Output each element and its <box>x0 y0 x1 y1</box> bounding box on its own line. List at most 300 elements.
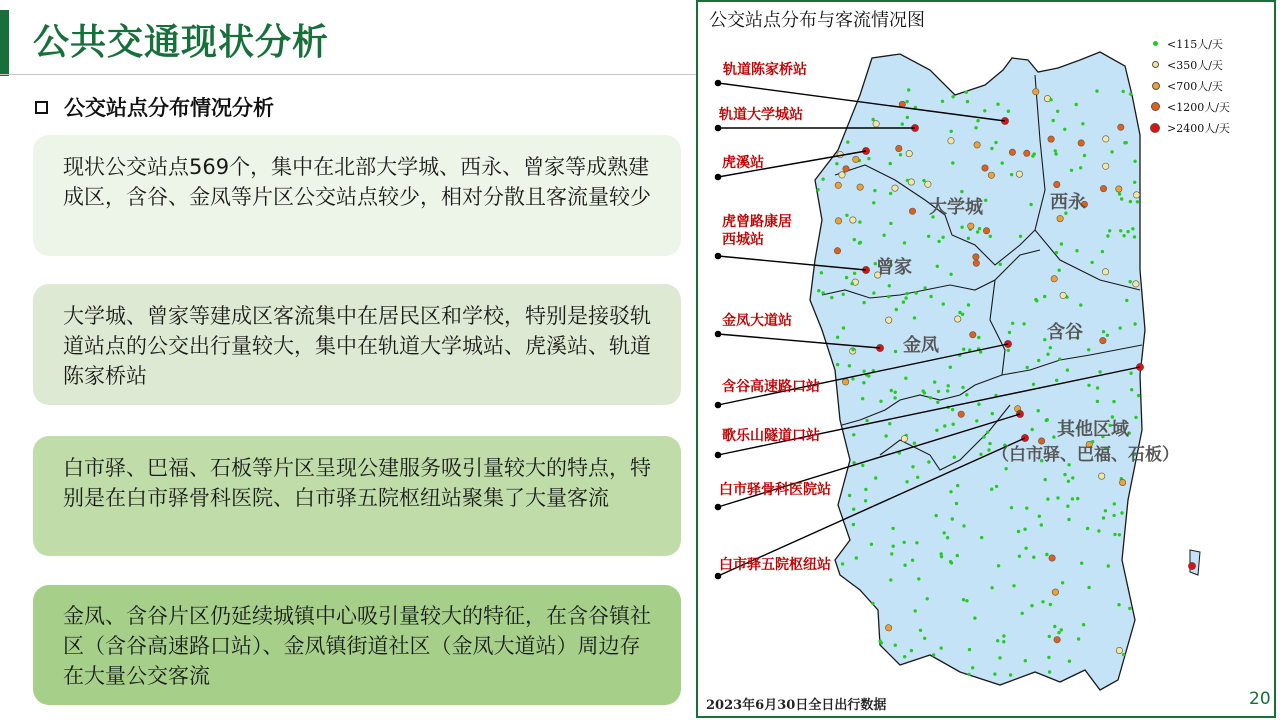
station-label-wuyuan-shuniu: 白市驿五院枢纽站 <box>719 557 831 573</box>
bus-stop-dot <box>936 265 939 268</box>
bus-stop-dot <box>862 381 865 384</box>
bus-stop-dot <box>1122 234 1125 237</box>
bus-stop-dot <box>1133 192 1139 198</box>
bus-stop-dot <box>1058 269 1061 272</box>
bus-stop-dot <box>1007 349 1010 352</box>
bus-stop-dot <box>994 141 997 144</box>
bus-stop-dot <box>1046 497 1049 500</box>
bus-stop-dot <box>949 490 952 493</box>
bus-stop-dot <box>1030 604 1033 607</box>
bus-stop-dot <box>1032 556 1035 559</box>
bus-stop-dot <box>1120 197 1123 200</box>
bus-stop-dot <box>835 218 841 224</box>
bus-stop-dot <box>1052 119 1055 122</box>
bus-stop-dot <box>845 214 848 217</box>
bus-stop-dot <box>1016 171 1022 177</box>
bus-stop-dot <box>917 577 920 580</box>
bus-stop-dot <box>929 295 932 298</box>
bus-stop-dot <box>989 235 992 238</box>
bus-stop-dot <box>1043 295 1046 298</box>
bus-stop-dot <box>1010 173 1013 176</box>
bus-stop-dot <box>1106 234 1109 237</box>
bus-stop-dot <box>1019 235 1022 238</box>
bus-stop-dot <box>955 502 958 505</box>
bus-stop-dot <box>901 122 904 125</box>
bus-stop-dot <box>951 161 954 164</box>
bus-stop-dot <box>1120 511 1123 514</box>
bus-stop-dot <box>982 165 988 171</box>
bus-stop-dot <box>1057 631 1060 634</box>
legend-dot-icon <box>1152 82 1160 90</box>
bus-stop-dot <box>882 234 885 237</box>
bus-stop-dot <box>848 364 851 367</box>
bus-stop-dot <box>947 384 950 387</box>
bus-stop-dot <box>843 166 849 172</box>
bus-stop-dot <box>990 488 993 491</box>
legend-label: <700人/天 <box>1167 79 1223 93</box>
bus-stop-dot <box>1102 330 1105 333</box>
bus-stop-dot <box>890 389 893 392</box>
station-label-daxuecheng: 轨道大学城站 <box>719 107 803 123</box>
bus-stop-dot <box>1078 140 1084 146</box>
bus-stop-dot <box>1009 673 1012 676</box>
bus-stop-dot <box>1110 150 1113 153</box>
bus-stop-dot <box>1048 670 1051 673</box>
bus-stop-dot <box>935 514 938 517</box>
bus-stop-dot <box>1025 506 1028 509</box>
bus-stop-dot <box>949 366 952 369</box>
bus-stop-dot <box>927 235 930 238</box>
bus-stop-dot <box>1113 533 1116 536</box>
bus-stop-dot <box>1033 152 1036 155</box>
bus-stop-dot <box>1133 181 1136 184</box>
bus-stop-dot <box>941 100 944 103</box>
section-heading-text: 公交站点分布情况分析 <box>64 96 274 120</box>
bus-stop-dot <box>902 300 905 303</box>
bus-stop-dot <box>962 348 965 351</box>
bus-stop-dot <box>858 241 861 244</box>
info-card-1: 现状公交站点569个，集中在北部大学城、西永、曾家等成熟建成区，含谷、金凤等片区公交站点较少，相对分散且客流量较少 <box>33 135 681 256</box>
bus-stop-dot <box>1048 635 1051 638</box>
bus-stop-dot <box>830 296 833 299</box>
bus-stop-dot <box>979 350 982 353</box>
bus-stop-dot <box>949 273 952 276</box>
bus-stop-dot <box>990 147 993 150</box>
bus-stop-dot <box>1100 337 1106 343</box>
bus-stop-dot <box>1106 334 1109 337</box>
bus-stop-dot <box>871 118 874 121</box>
bus-stop-dot <box>946 389 949 392</box>
bus-stop-dot <box>1045 419 1048 422</box>
bus-stop-dot <box>967 303 970 306</box>
bus-stop-dot <box>1096 386 1099 389</box>
bus-stop-dot <box>1002 640 1005 643</box>
bus-stop-dot <box>1099 473 1105 479</box>
bus-stop-dot <box>851 348 854 351</box>
info-card-2: 大学城、曾家等建成区客流集中在居民区和学校，特别是接驳轨道站点的公交出行量较大，集中在轨道大学城站、虎溪站、轨道陈家桥站 <box>33 284 681 405</box>
bus-stop-dot <box>990 586 993 589</box>
bus-stop-dot <box>1119 229 1122 232</box>
bus-stop-dot <box>991 412 994 415</box>
bus-stop-dot <box>1079 166 1082 169</box>
bus-stop-dot <box>894 350 897 353</box>
bus-stop-dot <box>879 400 882 403</box>
bus-stop-dot <box>853 272 856 275</box>
bus-stop-dot <box>899 153 902 156</box>
bus-stop-dot <box>842 293 845 296</box>
bus-stop-dot <box>1054 149 1057 152</box>
bus-stop-dot <box>889 162 892 165</box>
bus-stop-dot <box>861 464 864 467</box>
bus-stop-dot <box>858 220 861 223</box>
bus-stop-dot <box>1133 322 1136 325</box>
bus-stop-dot <box>1038 515 1041 518</box>
bus-stop-dot <box>1077 637 1080 640</box>
bus-stop-dot <box>1076 497 1079 500</box>
bus-stop-dot <box>951 517 954 520</box>
bus-stop-dot <box>1017 530 1020 533</box>
bus-stop-dot <box>1129 92 1132 95</box>
bus-stop-dot <box>961 386 964 389</box>
bus-stop-dot <box>975 419 978 422</box>
bus-stop-dot <box>955 316 961 322</box>
station-label-geleshan: 歌乐山隧道口站 <box>722 428 820 444</box>
bus-stop-dot <box>998 656 1001 659</box>
bus-stop-dot <box>936 401 939 404</box>
bus-stop-dot <box>1103 163 1109 169</box>
bus-stop-dot <box>851 377 854 380</box>
bus-stop-dot <box>1112 514 1115 517</box>
bus-stop-dot <box>1055 251 1058 254</box>
legend-dot-icon <box>1153 41 1158 46</box>
legend-dot-icon <box>1150 123 1160 133</box>
bus-stop-dot <box>1055 379 1058 382</box>
legend-item-lt350 <box>1150 54 1230 75</box>
bus-stop-dot <box>967 237 970 240</box>
bus-stop-dot <box>857 184 863 190</box>
bus-stop-dot <box>982 435 985 438</box>
bus-stop-dot <box>1087 348 1090 351</box>
bus-stop-dot <box>967 673 970 676</box>
bus-stop-dot <box>1021 612 1024 615</box>
bus-stop-dot <box>1041 600 1044 603</box>
bus-stop-dot <box>1053 625 1056 628</box>
bus-stop-dot <box>1067 518 1070 521</box>
bus-stop-dot <box>1104 509 1107 512</box>
bus-stop-dot <box>937 240 940 243</box>
bus-stop-dot <box>951 95 954 98</box>
bus-stop-dot <box>1102 516 1105 519</box>
data-date-note: 2023年6月30日全日出行数据 <box>706 698 887 713</box>
bus-stop-dot <box>1129 280 1132 283</box>
bus-stop-dot <box>979 453 982 456</box>
bus-stop-dot <box>1119 326 1122 329</box>
bus-stop-dot <box>888 422 891 425</box>
bus-stop-dot <box>971 666 974 669</box>
bus-stop-dot <box>974 126 977 129</box>
bus-stop-dot <box>873 121 879 127</box>
bus-stop-dot <box>993 672 996 675</box>
bus-stop-dot <box>973 254 979 260</box>
bus-stop-dot <box>995 485 998 488</box>
bus-stop-dot <box>1066 368 1069 371</box>
legend-item-lt1200 <box>1150 96 1230 117</box>
bus-stop-dot <box>986 431 989 434</box>
bus-stop-dot <box>1044 478 1047 481</box>
bus-stop-dot <box>1023 528 1026 531</box>
bus-stop-dot <box>861 397 864 400</box>
bus-stop-dot <box>1047 656 1050 659</box>
bus-stop-dot <box>852 523 855 526</box>
bus-stop-dot <box>1026 366 1029 369</box>
bus-stop-dot <box>1049 346 1052 349</box>
bus-stop-dot <box>965 599 968 602</box>
bus-stop-dot <box>997 564 1000 567</box>
bus-stop-dot <box>1063 128 1066 131</box>
bus-stop-dot <box>1045 553 1048 556</box>
bus-stop-dot <box>1012 584 1015 587</box>
bus-stop-dot <box>943 531 946 534</box>
bus-stop-dot <box>862 370 865 373</box>
bus-stop-dot <box>965 91 968 94</box>
bus-stop-dot <box>1051 276 1057 282</box>
bus-stop-dot <box>983 228 989 234</box>
bus-stop-dot <box>1068 660 1071 663</box>
bus-stop-dot <box>1011 322 1014 325</box>
bus-stop-dot <box>1029 203 1032 206</box>
bus-stop-dot <box>1075 103 1078 106</box>
bus-stop-dot <box>978 227 981 230</box>
bus-stop-dot <box>870 543 873 546</box>
legend-label: <350人/天 <box>1167 58 1223 72</box>
bus-stop-dot <box>884 434 887 437</box>
bus-stop-dot <box>1117 603 1120 606</box>
bus-stop-dot <box>973 260 979 266</box>
bus-stop-dot <box>852 508 855 511</box>
bus-stop-dot <box>892 185 898 191</box>
bus-stop-dot <box>941 236 944 239</box>
bus-stop-dot <box>1129 200 1132 203</box>
page-number: 20 <box>1249 689 1271 709</box>
legend-item-gt2400 <box>1150 117 1230 138</box>
bus-stop-dot <box>1133 281 1139 287</box>
bus-stop-dot <box>1060 292 1066 298</box>
bus-stop-dot <box>1048 136 1054 142</box>
bus-stop-dot <box>894 644 897 647</box>
bus-stop-dot <box>1098 370 1101 373</box>
bus-stop-dot <box>1046 353 1049 356</box>
legend-dot-icon <box>1152 61 1159 68</box>
bus-stop-dot <box>1031 428 1034 431</box>
bus-stop-dot <box>904 377 907 380</box>
bus-stop-dot <box>915 291 918 294</box>
bus-stop-dot <box>1032 383 1035 386</box>
bus-stop-dot <box>1087 586 1090 589</box>
bus-stop-dot <box>1034 298 1037 301</box>
bus-stop-dot <box>1049 98 1052 101</box>
bus-stop-dot <box>1049 555 1055 561</box>
bus-stop-dot <box>873 189 876 192</box>
bus-stop-dot <box>909 208 915 214</box>
bus-stop-dot <box>1071 497 1074 500</box>
bus-stop-dot <box>850 217 856 223</box>
bus-stop-dot <box>948 138 954 144</box>
bus-stop-dot <box>1022 322 1025 325</box>
bus-stop-dot <box>891 527 894 530</box>
station-hub-dot <box>1188 562 1195 569</box>
bus-stop-dot <box>871 602 874 605</box>
bus-stop-dot <box>1100 185 1106 191</box>
bus-stop-dot <box>915 541 918 544</box>
bus-stop-dot <box>889 192 892 195</box>
bus-stop-dot <box>996 103 999 106</box>
bus-stop-dot <box>1090 261 1093 264</box>
bus-stop-dot <box>1049 603 1052 606</box>
map-legend <box>1150 33 1230 138</box>
bus-stop-dot <box>953 456 956 459</box>
bus-stop-dot <box>862 301 865 304</box>
bus-stop-dot <box>1116 647 1122 653</box>
bus-stop-dot <box>952 423 955 426</box>
bus-stop-dot <box>889 578 892 581</box>
bus-stop-dot <box>1129 372 1132 375</box>
bus-stop-dot <box>1040 523 1043 526</box>
bus-stop-dot <box>1136 200 1139 203</box>
bus-stop-dot <box>933 380 936 383</box>
bus-stop-dot <box>911 559 914 562</box>
bus-stop-dot <box>1083 154 1086 157</box>
bus-stop-dot <box>1081 122 1084 125</box>
bus-stop-dot <box>974 142 980 148</box>
bus-stop-dot <box>1130 388 1133 391</box>
bus-stop-dot <box>913 442 916 445</box>
bus-stop-dot <box>820 271 823 274</box>
bus-stop-dot <box>885 625 891 631</box>
district-label-qita-detail: （白市驿、巴福、石板） <box>992 445 1179 465</box>
bus-stop-dot <box>922 179 925 182</box>
bus-stop-dot <box>821 178 824 181</box>
bus-stop-dot <box>940 646 943 649</box>
bus-stop-dot <box>962 598 965 601</box>
bus-stop-dot <box>852 433 855 436</box>
bus-stop-dot <box>1052 435 1055 438</box>
bus-stop-dot <box>1054 637 1060 643</box>
bus-stop-dot <box>841 562 844 565</box>
bus-stop-dot <box>1024 659 1027 662</box>
bus-stop-dot <box>940 552 943 555</box>
bus-stop-dot <box>896 145 902 151</box>
legend-label: <1200人/天 <box>1167 100 1230 114</box>
bus-stop-dot <box>1067 480 1070 483</box>
map-region-shape <box>810 52 1200 690</box>
bus-stop-dot <box>976 119 979 122</box>
bus-stop-dot <box>1037 409 1040 412</box>
bus-stop-dot <box>1024 547 1027 550</box>
bus-stop-dot <box>853 238 856 241</box>
bus-stop-dot <box>1118 124 1124 130</box>
bus-stop-dot <box>919 629 922 632</box>
bus-stop-dot <box>901 436 907 442</box>
bus-stop-dot <box>903 655 906 658</box>
bus-stop-dot <box>1052 589 1058 595</box>
bus-stop-dot <box>1122 653 1125 656</box>
bus-stop-dot <box>925 181 931 187</box>
bus-stop-dot <box>1082 623 1085 626</box>
bus-stop-dot <box>874 476 877 479</box>
bus-stop-dot <box>968 648 971 651</box>
bus-stop-dot <box>956 484 959 487</box>
bus-stop-dot <box>816 188 819 191</box>
bus-stop-dot <box>1133 160 1136 163</box>
bus-stop-dot <box>905 480 908 483</box>
bus-stop-dot <box>966 100 969 103</box>
bus-stop-dot <box>1037 359 1040 362</box>
station-label-jinfengdadao: 金凤大道站 <box>722 313 792 329</box>
bus-stop-dot <box>1060 242 1063 245</box>
bus-stop-dot <box>923 637 926 640</box>
bus-stop-dot <box>906 150 912 156</box>
bus-stop-dot <box>988 172 994 178</box>
bus-stop-dot <box>1118 533 1121 536</box>
bus-stop-dot <box>855 556 858 559</box>
bus-stop-dot <box>888 284 891 287</box>
bus-stop-dot <box>987 448 990 451</box>
bus-stop-dot <box>958 411 964 417</box>
bus-stop-dot <box>1086 527 1089 530</box>
bus-stop-dot <box>961 313 964 316</box>
bus-stop-dot <box>893 396 896 399</box>
bus-stop-dot <box>905 292 908 295</box>
bus-stop-dot <box>1137 394 1140 397</box>
bus-stop-dot <box>851 282 854 285</box>
bus-stop-dot <box>835 162 838 165</box>
bus-stop-dot <box>903 564 906 567</box>
bus-stop-dot <box>894 391 897 394</box>
bus-stop-dot <box>999 263 1002 266</box>
bus-stop-dot <box>836 336 839 339</box>
bus-stop-dot <box>977 336 980 339</box>
bus-stop-dot <box>1080 562 1083 565</box>
district-label-zengjia: 曾家 <box>876 257 912 278</box>
bus-stop-dot <box>968 223 974 229</box>
bus-stop-dot <box>926 597 929 600</box>
legend-item-lt115 <box>1150 33 1230 54</box>
bus-stop-dot <box>904 296 907 299</box>
info-card-3: 白市驿、巴福、石板等片区呈现公建服务吸引量较大的特点，特别是在白市驿骨科医院、白市驿五院枢纽站聚集了大量客流 <box>33 436 681 556</box>
station-label-hangu-gaosu: 含谷高速路口站 <box>722 379 820 395</box>
bus-stop-dot <box>1018 555 1021 558</box>
bus-stop-dot <box>1118 192 1121 195</box>
bus-stop-dot <box>817 289 820 292</box>
bus-stop-dot <box>1056 496 1059 499</box>
bus-stop-dot <box>1024 150 1030 156</box>
bus-stop-dot <box>906 179 909 182</box>
bus-stop-dot <box>836 363 839 366</box>
station-label-huzenglu: 虎曾路康居 西城站 <box>722 214 792 248</box>
bus-stop-dot <box>1070 169 1073 172</box>
bus-stop-dot <box>864 488 867 491</box>
bus-stop-dot <box>1108 229 1111 232</box>
bus-stop-dot <box>1125 299 1128 302</box>
bus-stop-dot <box>950 130 953 133</box>
station-label-chenjiaqiao: 轨道陈家桥站 <box>723 62 807 78</box>
station-label-guke-yiyuan: 白市驿骨科医院站 <box>719 482 831 498</box>
bus-stop-dot <box>1054 181 1060 187</box>
bus-stop-dot <box>927 460 930 463</box>
district-label-xiyong: 西永 <box>1050 192 1086 213</box>
bus-stop-dot <box>1103 136 1109 142</box>
bus-stop-dot <box>923 286 926 289</box>
